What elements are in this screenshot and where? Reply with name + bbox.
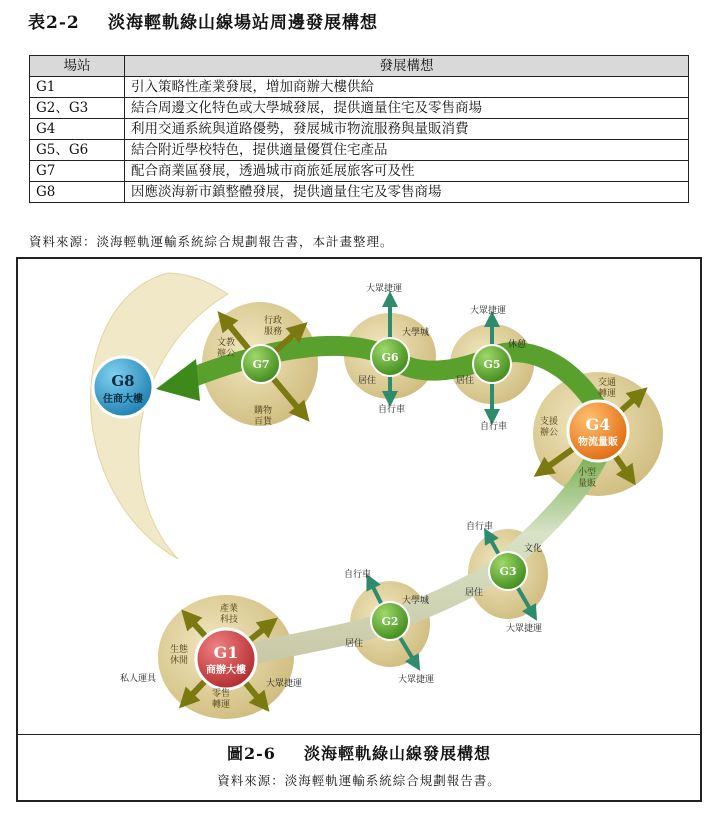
table-row [30, 161, 689, 182]
diagram-label: 辦公 [217, 349, 236, 359]
cell-station: G5、G6 [30, 140, 125, 161]
g8-code: G8 [111, 372, 135, 390]
table-row [30, 140, 689, 161]
diagram-label: 大眾捷運 [506, 624, 543, 634]
cell-concept: 結合附近學校特色，提供適量優質住宅產品 [125, 140, 689, 161]
cell-station: G1 [30, 77, 125, 98]
table-header-row [30, 56, 689, 77]
table-title [28, 8, 378, 33]
diagram-label: 居住 [456, 376, 475, 386]
table-number: 表2-2 [28, 13, 80, 33]
diagram-label: 大眾捷運 [366, 284, 403, 294]
g4-name: 物流量販 [578, 437, 618, 448]
diagram-label: 交通 [598, 378, 617, 388]
cell-station: G8 [30, 182, 125, 203]
diagram-label: 辦公 [540, 428, 559, 438]
development-diagram [18, 259, 700, 734]
cell-concept: 利用交通系統與道路優勢，發展城市物流服務與量販消費 [125, 119, 689, 140]
diagram-label: 科技 [220, 615, 239, 625]
cell-concept: 因應淡海新市鎮整體發展，提供適量住宅及零售商場 [125, 182, 689, 203]
diagram-label: 休憩 [508, 340, 527, 350]
diagram-label: 小型 [578, 468, 597, 478]
figure-caption [18, 741, 700, 764]
cell-concept: 配合商業區發展，透過城市商旅延展旅客可及性 [125, 161, 689, 182]
diagram-label: 文教 [217, 338, 236, 348]
figure-title: 淡海輕軌綠山線發展構想 [303, 744, 491, 763]
diagram-label: 服務 [264, 327, 283, 337]
figure-box [16, 257, 702, 802]
diagram-label: 購物 [254, 406, 273, 416]
g2-code: G2 [381, 615, 399, 628]
figure-divider [18, 734, 700, 735]
diagram-label: 行政 [264, 316, 283, 326]
diagram-label: 休閒 [170, 656, 189, 666]
table-row [30, 182, 689, 203]
diagram-label: 大眾捷運 [266, 679, 303, 689]
diagram-label: 大眾捷運 [470, 306, 507, 316]
table-row [30, 119, 689, 140]
g6-code: G6 [381, 351, 399, 364]
diagram-label: 支援 [540, 417, 559, 427]
table-row [30, 98, 689, 119]
header-station: 場站 [30, 56, 125, 77]
g4-code: G4 [585, 415, 611, 434]
diagram-label: 量販 [578, 479, 597, 489]
diagram-label: 居住 [345, 639, 364, 649]
g3-code: G3 [499, 565, 517, 578]
diagram-label: 自行車 [378, 405, 406, 415]
diagram-label: 產業 [220, 604, 239, 614]
table-row [30, 77, 689, 98]
cell-station: G7 [30, 161, 125, 182]
diagram-label: 居住 [358, 376, 377, 386]
cell-station: G2、G3 [30, 98, 125, 119]
diagram-label: 自行車 [344, 570, 372, 580]
table-source: 資料來源：淡海輕軌運輸系統綜合規劃報告書，本計畫整理。 [29, 234, 394, 249]
figure-source: 資料來源：淡海輕軌運輸系統綜合規劃報告書。 [217, 773, 501, 788]
cell-station: G4 [30, 119, 125, 140]
g1-code: G1 [213, 643, 239, 662]
diagram-label: 大學城 [402, 596, 430, 606]
diagram-label: 轉運 [598, 389, 617, 399]
development-concept-table [29, 55, 689, 203]
cell-concept: 結合周邊文化特色或大學城發展，提供適量住宅及零售商場 [125, 98, 689, 119]
header-concept: 發展構想 [125, 56, 689, 77]
diagram-label: 私人運具 [120, 674, 157, 684]
diagram-label: 自行車 [480, 422, 508, 432]
figure-number: 圖2-6 [227, 744, 276, 763]
g1-name: 商辦大樓 [206, 665, 246, 676]
table-title-text: 淡海輕軌綠山線場站周邊發展構想 [108, 13, 378, 33]
g7-code: G7 [252, 358, 270, 371]
g8-name: 住商大樓 [103, 394, 143, 405]
diagram-label: 居住 [465, 588, 484, 598]
cell-concept: 引入策略性產業發展，增加商辦大樓供給 [125, 77, 689, 98]
g5-code: G5 [483, 358, 501, 371]
diagram-label: 百貨 [254, 417, 273, 427]
diagram-label: 大學城 [402, 328, 430, 338]
diagram-label: 文化 [524, 544, 543, 554]
diagram-label: 大眾捷運 [398, 675, 435, 685]
route-arrowhead [156, 359, 200, 401]
diagram-label: 自行車 [466, 522, 494, 532]
diagram-label: 生態 [170, 645, 189, 655]
diagram-label: 轉運 [212, 700, 231, 710]
diagram-label: 零售 [212, 689, 231, 699]
